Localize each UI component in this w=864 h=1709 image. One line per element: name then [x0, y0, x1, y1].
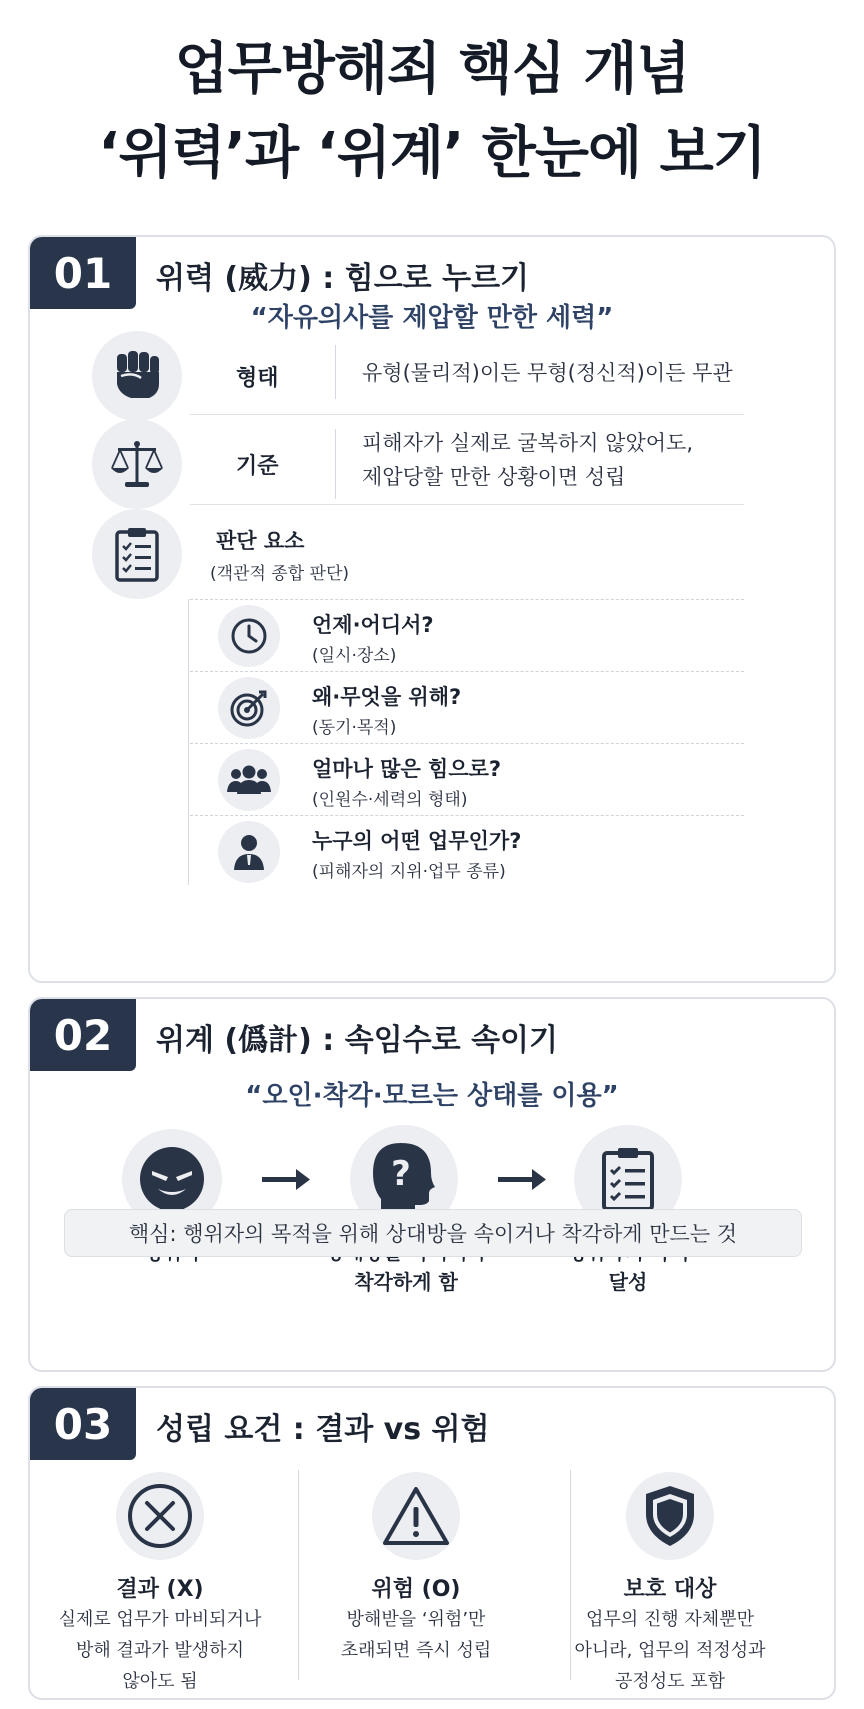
section-1-card: [28, 235, 836, 983]
row-label-form: 형태: [236, 366, 279, 391]
page-title-line1: 업무방해죄 핵심 개념: [174, 37, 690, 102]
scales-icon: [92, 419, 182, 509]
col-1-desc-2: 방해 결과가 발생하지: [76, 1640, 244, 1661]
factor-1-desc: (일시·장소): [312, 646, 397, 666]
row-desc-form: 유형(물리적)이든 무형(정신적)이든 무관: [362, 361, 733, 385]
col-1-desc-1: 실제로 업무가 마비되거나: [58, 1609, 262, 1630]
factor-4-desc: (피해자의 지위·업무 종류): [312, 862, 506, 882]
col-3-desc-3: 공정성도 포함: [614, 1671, 726, 1692]
factor-1-title: 언제·어디서?: [312, 613, 434, 637]
arrow-right-icon: [498, 1167, 548, 1191]
section-2-heading: 위계 (僞計) : 속임수로 속이기: [156, 1023, 559, 1058]
col-2-title: 위험 (O): [371, 1577, 461, 1602]
page-title-line2: ‘위력’과 ‘위계’ 한눈에 보기: [98, 121, 766, 186]
shield-icon: [626, 1472, 714, 1560]
flow-3-label-2: 달성: [608, 1270, 648, 1294]
col-3-desc-2: 아니라, 업무의 적정성과: [574, 1640, 766, 1661]
col-2-desc-1: 방해받을 ‘위험’만: [346, 1609, 486, 1630]
col-3-desc-1: 업무의 진행 자체뿐만: [586, 1609, 754, 1630]
svg-text:?: ?: [391, 1154, 411, 1194]
col-3-title: 보호 대상: [623, 1577, 717, 1602]
flow-2-label-2: 착각하게 함: [354, 1270, 458, 1294]
x-circle-icon: [116, 1472, 204, 1560]
judgment-title: 판단 요소: [216, 529, 305, 553]
section-1-quote: “자유의사를 제압할 만한 세력”: [250, 303, 614, 333]
row-label-criteria: 기준: [236, 454, 279, 479]
factor-3-desc: (인원수·세력의 형태): [312, 790, 468, 810]
col-1-title: 결과 (X): [116, 1577, 204, 1602]
col-2-desc-2: 초래되면 즉시 성립: [340, 1640, 492, 1661]
group-icon: [218, 749, 280, 811]
key-summary-box: 핵심: 행위자의 목적을 위해 상대방을 속이거나 착각하게 만드는 것: [64, 1209, 802, 1257]
factor-4-title: 누구의 어떤 업무인가?: [312, 829, 522, 853]
section-2-number: 02: [30, 999, 136, 1071]
section-1-heading: 위력 (威力) : 힘으로 누르기: [156, 261, 530, 296]
factor-2-title: 왜·무엇을 위해?: [312, 685, 462, 709]
factor-3-title: 얼마나 많은 힘으로?: [312, 757, 502, 781]
section-2-quote: “오인·착각·모르는 상태를 이용”: [245, 1081, 619, 1111]
section-3-number: 03: [30, 1388, 136, 1460]
row-desc-criteria-1: 피해자가 실제로 굴복하지 않았어도,: [362, 431, 693, 455]
col-1-desc-3: 않아도 됨: [122, 1671, 198, 1692]
warning-icon: [372, 1472, 460, 1560]
factor-2-desc: (동기·목적): [312, 718, 397, 738]
target-icon: [218, 677, 280, 739]
clock-icon: [218, 605, 280, 667]
row-desc-criteria-2: 제압당할 만한 상황이면 성립: [362, 465, 626, 489]
fist-icon: [92, 331, 182, 421]
section-1-number: 01: [30, 237, 136, 309]
section-2-card: [28, 997, 836, 1372]
section-3-heading: 성립 요건 : 결과 vs 위험: [156, 1412, 490, 1447]
judgment-subtitle: (객관적 종합 판단): [210, 564, 350, 584]
person-icon: [218, 821, 280, 883]
section-3-card: [28, 1386, 836, 1700]
arrow-right-icon: [262, 1167, 312, 1191]
clipboard-icon: [92, 509, 182, 599]
